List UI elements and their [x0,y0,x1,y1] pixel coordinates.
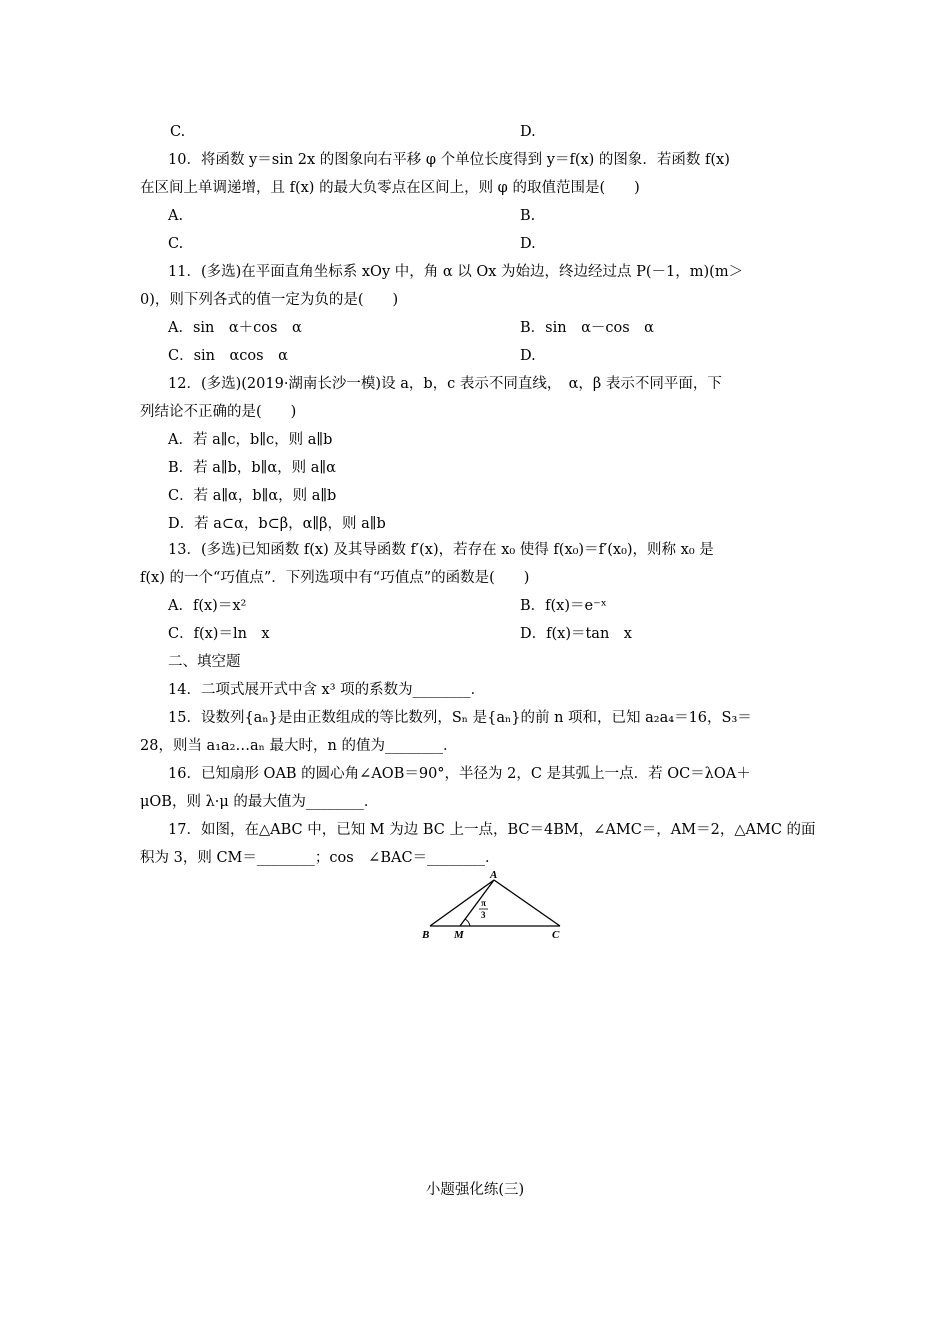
q17-line1: 17．如图，在△ABC 中，已知 M 为边 BC 上一点，BC＝4BM，∠AMC＝，AM＝2，△AMC 的面 [168,822,816,838]
angle-denominator: 3 [481,910,486,920]
q9-option-c: C. [170,124,186,140]
q17-line2: 积为 3，则 CM＝________；cos ∠BAC＝________． [140,850,500,866]
q13-option-d: D．f(x)＝tan x [520,626,632,642]
q15-line1: 15．设数列{aₙ}是由正数组成的等比数列，Sₙ 是{aₙ}的前 n 项和，已知 a₂a₄＝16，S₃＝ [168,710,752,726]
q11-line1: 11．(多选)在平面直角坐标系 xOy 中，角 α 以 Ox 为始边，终边经过点 P(－1，m)(m＞ [168,264,744,280]
q16-line1: 16．已知扇形 OAB 的圆心角∠AOB＝90°，半径为 2，C 是其弧上一点．若 OC＝λOA＋ [168,766,751,782]
angle-arc [465,919,470,926]
q9-option-d: D. [520,124,536,140]
q16-line2: μOB，则 λ·μ 的最大值为________． [140,794,379,810]
triangle-figure [420,868,570,940]
q12-line2: 列结论不正确的是( ) [140,404,297,420]
section-footer-title: 小题强化练(三) [425,1182,525,1198]
q13-option-a: A．f(x)＝x² [168,598,247,614]
angle-numerator: π [481,898,486,908]
q12-option-d: D．若 a⊂α，b⊂β，α∥β，则 a∥b [168,516,386,532]
q15-line2: 28，则当 a₁a₂…aₙ 最大时，n 的值为________． [140,738,458,754]
q13-option-c: C．f(x)＝ln x [168,626,270,642]
q11-option-d: D. [520,348,536,364]
q10-option-a: A. [168,208,184,224]
q14-line: 14．二项式展开式中含 x³ 项的系数为________． [168,682,486,698]
label-m: M [454,929,464,940]
label-a: A [490,869,498,881]
q10-line1: 10．将函数 y＝sin 2x 的图象向右平移 φ 个单位长度得到 y＝f(x) 的图象．若函数 f(x) [168,152,730,168]
q10-option-d: D. [520,236,536,252]
label-b: B [422,929,430,940]
q12-option-c: C．若 a∥α，b∥α，则 a∥b [168,488,337,504]
q11-option-b: B．sin α－cos α [520,320,654,336]
segment-ac [494,880,560,926]
q11-line2: 0)，则下列各式的值一定为负的是( ) [140,292,399,308]
q13-line1: 13．(多选)已知函数 f(x) 及其导函数 f′(x)，若存在 x₀ 使得 f(x₀)＝f′(x₀)，则称 x₀ 是 [168,542,714,558]
label-c: C [552,929,560,940]
q10-option-c: C. [168,236,184,252]
q11-option-c: C．sin αcos α [168,348,288,364]
q13-line2: f(x) 的一个“巧值点”．下列选项中有“巧值点”的函数是( ) [140,570,530,586]
q12-option-a: A．若 a∥c，b∥c，则 a∥b [168,432,333,448]
q11-option-a: A．sin α＋cos α [168,320,302,336]
q10-line2: 在区间上单调递增，且 f(x) 的最大负零点在区间上，则 φ 的取值范围是( ) [140,180,640,196]
section-fill-in-title: 二、填空题 [168,654,241,670]
q13-option-b: B．f(x)＝e⁻ˣ [520,598,607,614]
q12-line1: 12．(多选)(2019·湖南长沙一模)设 a，b，c 表示不同直线， α，β 表示不同平面，下 [168,376,722,392]
q12-option-b: B．若 a∥b，b∥α，则 a∥α [168,460,336,476]
q10-option-b: B. [520,208,536,224]
